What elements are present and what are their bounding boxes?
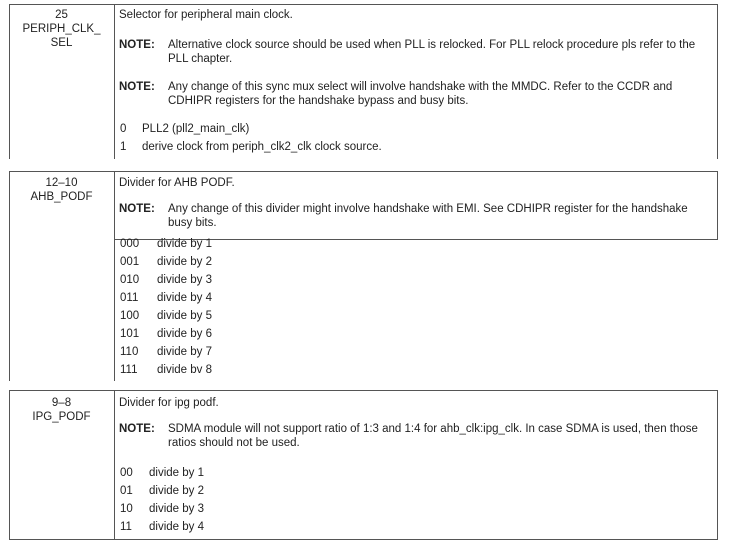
note (119, 38, 712, 68)
value-code: 01 (120, 485, 133, 497)
field-description: Divider for AHB PODF. (119, 177, 235, 189)
bit-range: 9–8 (51, 397, 72, 409)
field-description: Divider for ipg podf. (119, 397, 219, 409)
value-code: 111 (120, 364, 138, 376)
value-row (120, 237, 212, 251)
field-name: IPG_PODF (32, 411, 91, 423)
value-text: PLL2 (pll2_main_clk) (142, 123, 250, 135)
field-name: PERIPH_CLK_ SEL (22, 23, 101, 49)
register-field-ahb-podf (9, 171, 718, 381)
value-row (120, 345, 212, 359)
note-label: NOTE: (119, 39, 155, 51)
value-text: divide by 4 (157, 292, 212, 304)
register-field-periph-clk-sel (9, 4, 718, 159)
value-text: divide by 3 (157, 274, 212, 286)
value-text: divide by 5 (157, 310, 212, 322)
value-text: divide bv 8 (157, 364, 212, 376)
value-row (120, 291, 212, 305)
note-text: SDMA module will not support ratio of 1:3 and 1:4 for ahb_clk:ipg_clk. In case SDMA is used, then those ratios should not be used. (168, 423, 698, 449)
value-code: 11 (120, 521, 132, 533)
value-code: 0 (120, 123, 127, 135)
value-row (120, 484, 204, 498)
value-text: divide by 1 (157, 238, 212, 250)
value-row (120, 140, 382, 154)
value-row (120, 309, 212, 323)
value-code: 000 (120, 238, 140, 250)
value-row (120, 466, 204, 480)
value-code: 100 (120, 310, 140, 322)
value-row (120, 520, 204, 534)
value-text: divide by 4 (149, 521, 204, 533)
value-code: 10 (120, 503, 133, 515)
value-text: derive clock from periph_clk2_clk clock source. (142, 141, 382, 153)
note-text: Any change of this sync mux select will involve handshake with the MMDC. Refer to the CCDR and CDHIPR registers for the handshake bypass and busy bits. (168, 81, 673, 107)
register-field-ipg-podf (9, 390, 718, 540)
note (119, 80, 712, 110)
note-text: Alternative clock source should be used when PLL is relocked. For PLL relock procedure pls refer to the PLL chapter. (168, 39, 696, 65)
value-text: divide by 3 (149, 503, 204, 515)
value-text: divide by 1 (149, 467, 204, 479)
value-row (120, 255, 212, 269)
value-text: divide by 6 (157, 328, 212, 340)
value-row (120, 327, 212, 341)
value-row (120, 122, 249, 136)
field-description: Selector for peripheral main clock. (119, 9, 293, 21)
bit-range: 12–10 (45, 177, 78, 189)
value-code: 1 (120, 141, 127, 153)
value-row (120, 273, 212, 287)
value-row (120, 502, 204, 516)
value-text: divide by 2 (149, 485, 204, 497)
field-name: AHB_PODF (30, 191, 93, 203)
note-label: NOTE: (119, 81, 155, 93)
note (119, 422, 712, 452)
bit-range: 25 (55, 9, 68, 21)
value-code: 011 (120, 292, 139, 304)
value-row (120, 363, 212, 377)
value-code: 001 (120, 256, 140, 268)
value-text: divide by 2 (157, 256, 212, 268)
value-code: 101 (120, 328, 140, 340)
note-label: NOTE: (119, 423, 155, 435)
value-code: 00 (120, 467, 133, 479)
value-code: 010 (120, 274, 140, 286)
value-text: divide by 7 (157, 346, 212, 358)
value-code: 110 (120, 346, 139, 358)
note-label: NOTE: (119, 203, 155, 215)
note-text: Any change of this divider might involve handshake with EMI. See CDHIPR register for the handshake busy bits. (168, 203, 688, 229)
note (119, 202, 712, 232)
